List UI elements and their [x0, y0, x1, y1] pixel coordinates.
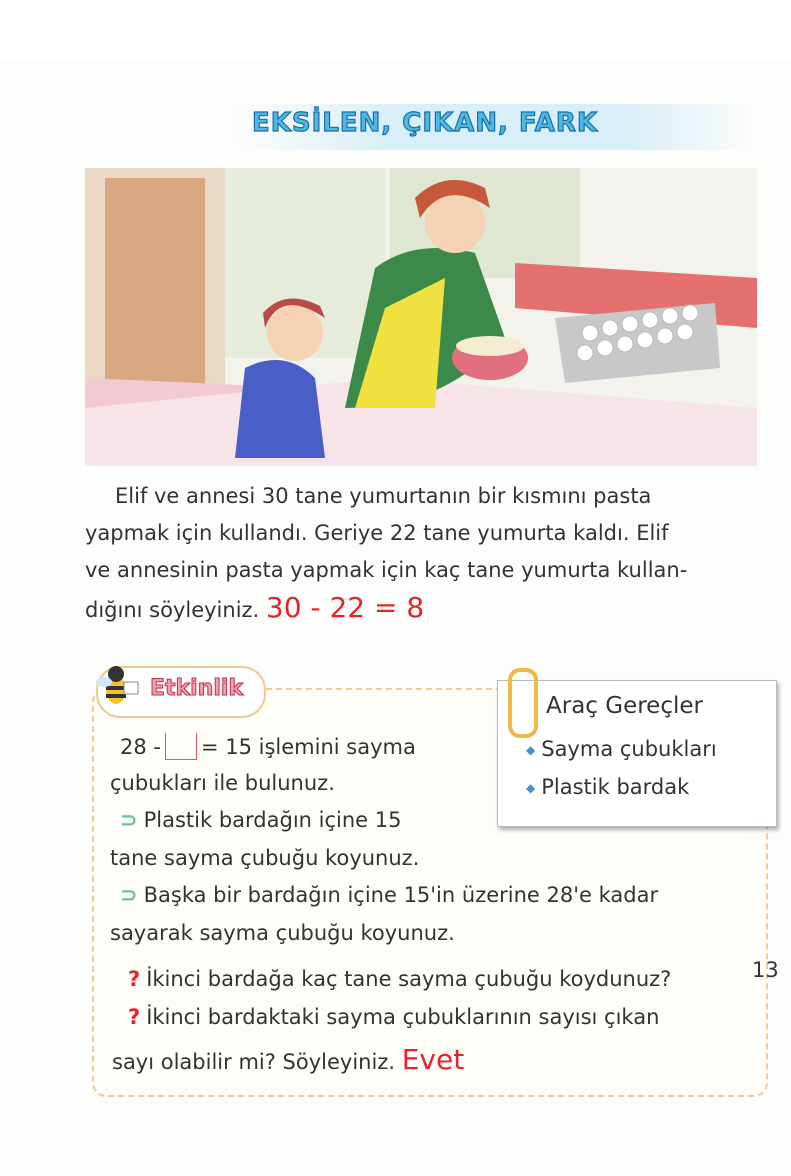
step-2: ⊃ Başka bir bardağın içine 15'in üzerine 28'e kadar	[120, 883, 659, 907]
question-mark-icon: ?	[128, 967, 141, 991]
kitchen-illustration	[85, 168, 757, 466]
equation-line: 28 - = 15 işlemini sayma	[120, 735, 416, 759]
problem-line: ve annesinin pasta yapmak için kaç tane yumurta kullan-	[85, 558, 688, 582]
paperclip-icon	[508, 668, 538, 738]
page-top-margin	[0, 0, 791, 60]
activity-badge-label: Etkinlik	[150, 676, 244, 701]
materials-heading: Araç Gereçler	[546, 693, 703, 719]
problem-line: yapmak için kullandı. Geriye 22 tane yumurta kaldı. Elif	[85, 521, 669, 545]
problem-text	[85, 478, 765, 629]
materials-item: ◆ Plastik bardak	[526, 775, 690, 799]
handwritten-answer: 30 - 22 = 8	[265, 591, 425, 624]
bee-icon	[92, 660, 148, 716]
question-2-answer: Evet	[401, 1043, 465, 1076]
problem-line: Elif ve annesi 30 tane yumurtanın bir kısmını pasta	[115, 484, 652, 508]
page-title: EKSİLEN, ÇIKAN, FARK	[251, 108, 599, 138]
question-2-cont: sayı olabilir mi? Söyleyiniz. Evet	[112, 1043, 465, 1076]
question-1-answer: 13	[752, 958, 779, 982]
arrow-bullet-icon: ⊃	[120, 808, 138, 832]
instruction-line: çubukları ile bulunuz.	[110, 771, 335, 795]
materials-item: ◆ Sayma çubukları	[526, 737, 717, 761]
step-1: ⊃ Plastik bardağın içine 15	[120, 808, 402, 832]
question-1: ? İkinci bardağa kaç tane sayma çubuğu koydunuz?	[128, 967, 672, 991]
arrow-bullet-icon: ⊃	[120, 883, 138, 907]
answer-box[interactable]	[165, 733, 197, 760]
step-1-cont: tane sayma çubuğu koyunuz.	[110, 846, 420, 870]
bullet-icon: ◆	[526, 781, 536, 795]
question-mark-icon: ?	[128, 1005, 141, 1029]
materials-card	[497, 680, 777, 827]
question-2: ? İkinci bardaktaki sayma çubuklarının sayısı çıkan	[128, 1005, 660, 1029]
step-2-cont: sayarak sayma çubuğu koyunuz.	[110, 921, 455, 945]
bullet-icon: ◆	[526, 743, 536, 757]
problem-line: dığını söyleyiniz. 30 - 22 = 8	[85, 591, 425, 624]
